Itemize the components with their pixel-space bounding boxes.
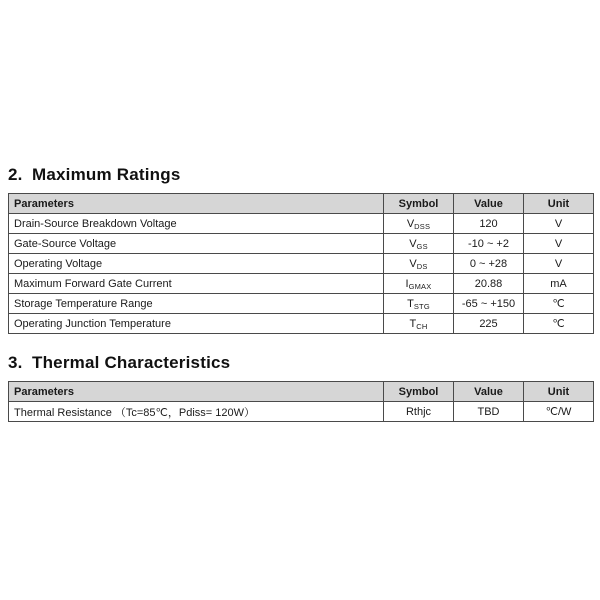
symbol-cell: Rthjc (384, 402, 454, 422)
parameter-cell: Maximum Forward Gate Current (9, 274, 384, 294)
column-header-value: Value (454, 382, 524, 402)
column-header-parameters: Parameters (9, 194, 384, 214)
value-cell: -10 ~ +2 (454, 234, 524, 254)
parameter-cell: Thermal Resistance （Tc=85℃，Pdiss= 120W） (9, 402, 384, 422)
section-number: 3. (8, 353, 23, 372)
unit-cell: ℃ (524, 294, 594, 314)
section-heading-maximum-ratings (8, 165, 180, 185)
section-number: 2. (8, 165, 23, 184)
parameter-cell: Operating Junction Temperature (9, 314, 384, 334)
parameter-cell: Drain-Source Breakdown Voltage (9, 214, 384, 234)
value-cell: -65 ~ +150 (454, 294, 524, 314)
table-row (9, 254, 594, 274)
table-row (9, 234, 594, 254)
symbol-cell: $V_{DS}$ (384, 254, 454, 274)
parameter-cell: Storage Temperature Range (9, 294, 384, 314)
unit-cell: V (524, 214, 594, 234)
section-title: Maximum Ratings (32, 165, 181, 184)
unit-cell: V (524, 234, 594, 254)
unit-cell: ℃ (524, 314, 594, 334)
table-row (9, 314, 594, 334)
symbol-cell: $I_{GMAX}$ (384, 274, 454, 294)
value-cell: 0 ~ +28 (454, 254, 524, 274)
value-cell: TBD (454, 402, 524, 422)
table-row (9, 294, 594, 314)
symbol-cell: $V_{DSS}$ (384, 214, 454, 234)
symbol-cell: $T_{CH}$ (384, 314, 454, 334)
table-row (9, 214, 594, 234)
thermal-characteristics-table (8, 381, 594, 422)
column-header-parameters: Parameters (9, 382, 384, 402)
table-row (9, 274, 594, 294)
column-header-unit: Unit (524, 194, 594, 214)
column-header-value: Value (454, 194, 524, 214)
column-header-symbol: Symbol (384, 382, 454, 402)
unit-cell: V (524, 254, 594, 274)
value-cell: 120 (454, 214, 524, 234)
parameter-cell: Operating Voltage (9, 254, 384, 274)
symbol-cell: $V_{GS}$ (384, 234, 454, 254)
unit-cell: ℃/W (524, 402, 594, 422)
parameter-cell: Gate-Source Voltage (9, 234, 384, 254)
table-header-row (9, 194, 594, 214)
maximum-ratings-table (8, 193, 594, 334)
unit-cell: mA (524, 274, 594, 294)
value-cell: 20.88 (454, 274, 524, 294)
section-heading-thermal-characteristics (8, 353, 230, 373)
symbol-cell: $T_{STG}$ (384, 294, 454, 314)
column-header-unit: Unit (524, 382, 594, 402)
table-header-row (9, 382, 594, 402)
column-header-symbol: Symbol (384, 194, 454, 214)
section-title: Thermal Characteristics (32, 353, 231, 372)
table-row (9, 402, 594, 422)
value-cell: 225 (454, 314, 524, 334)
